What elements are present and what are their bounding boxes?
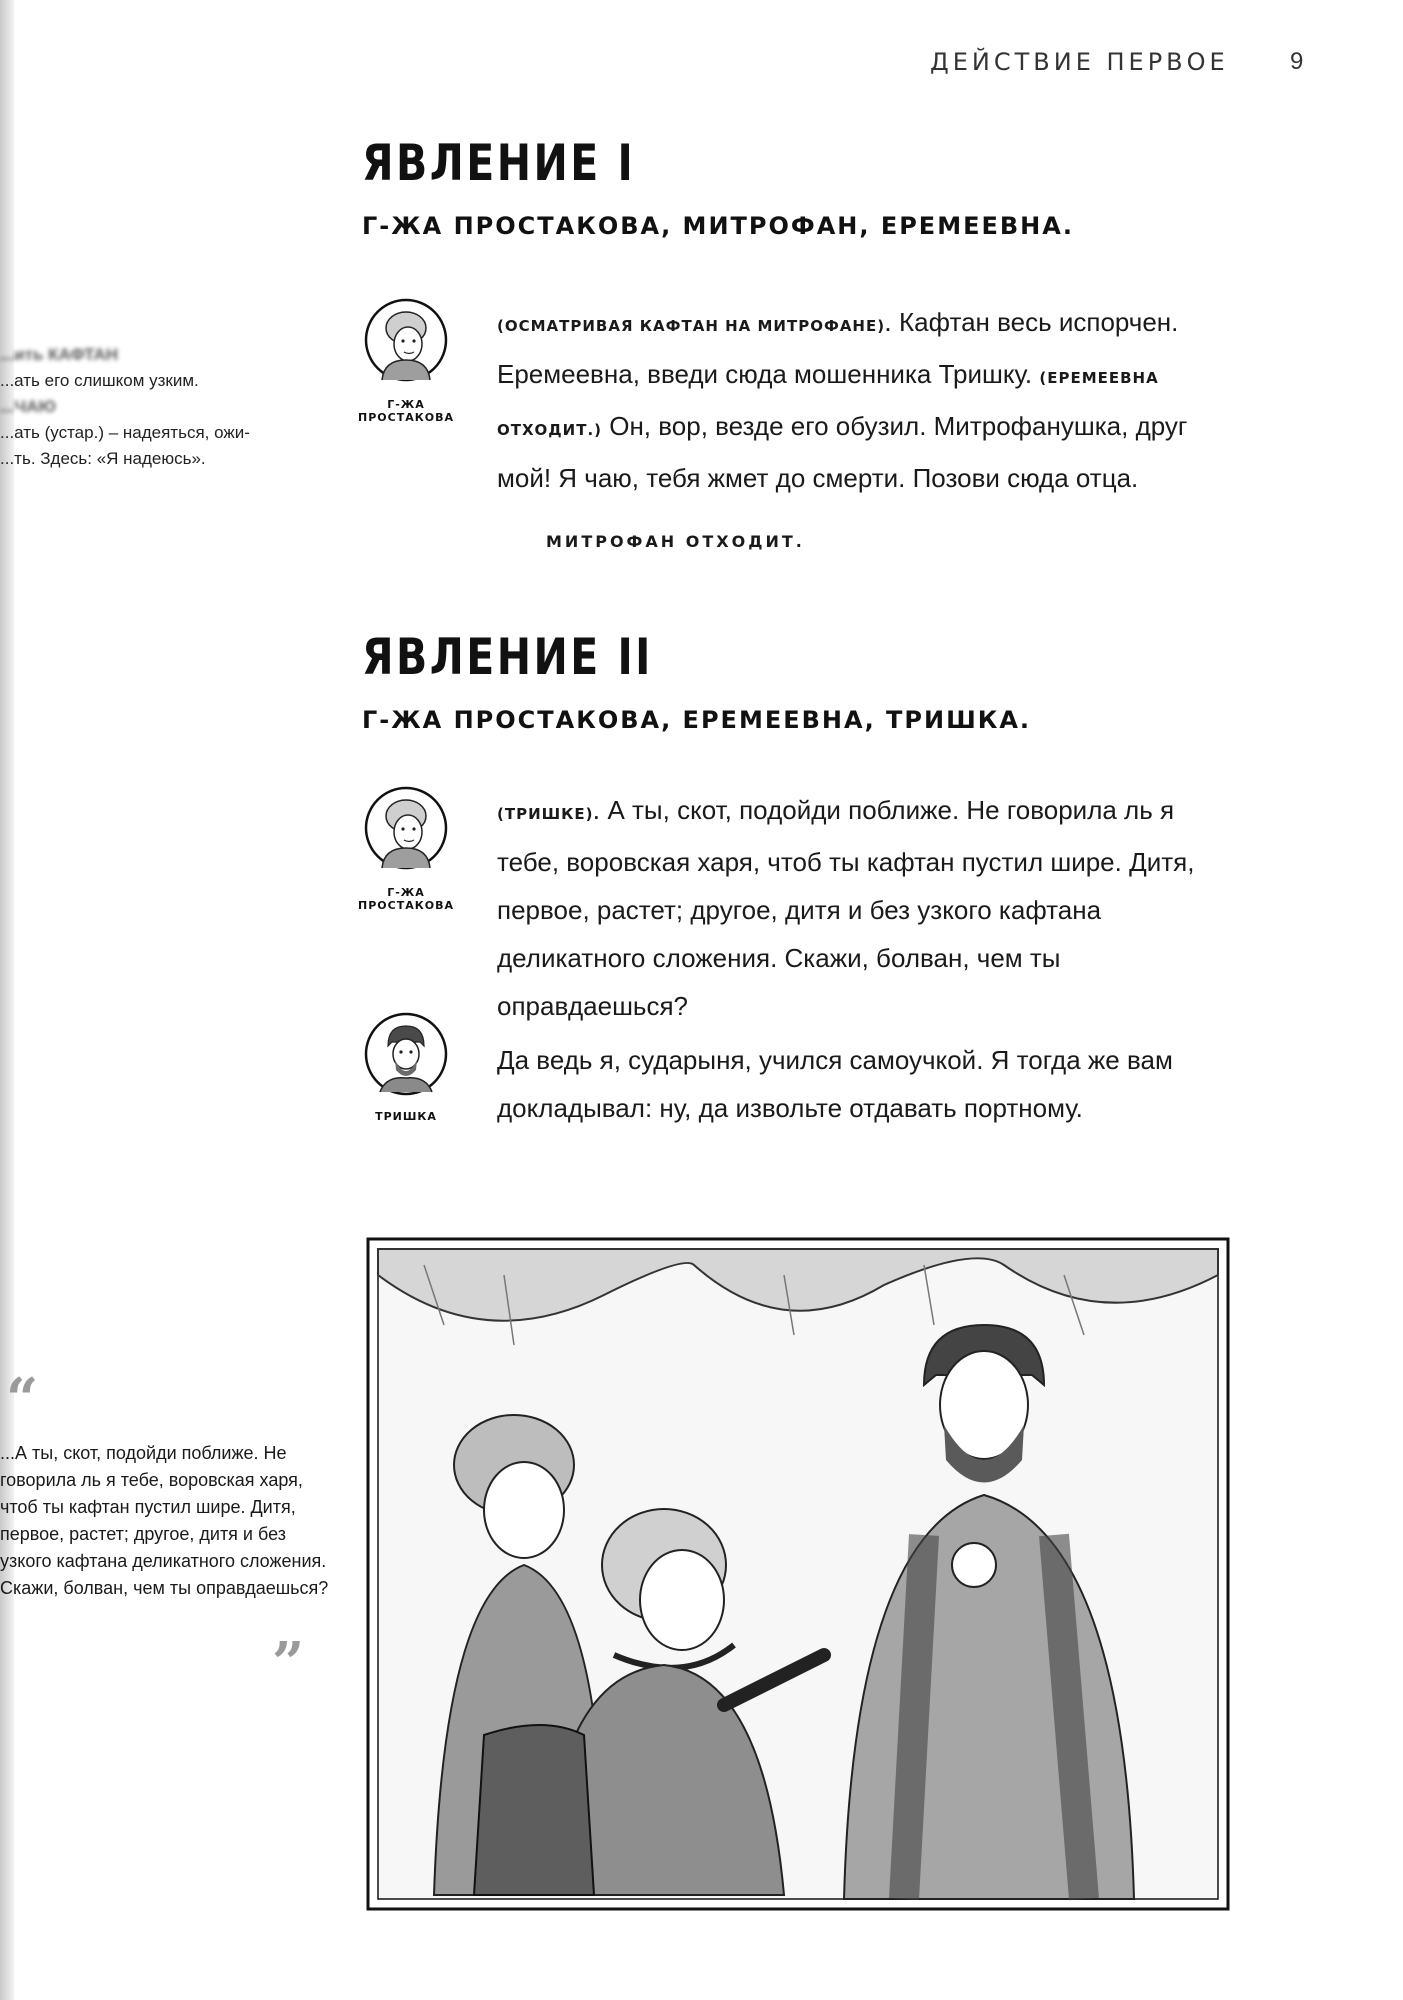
stage-direction: (ЕРЕМЕЕВНА ОТХОДИТ.) <box>497 369 1159 439</box>
stage-direction-exit: МИТРОФАН ОТХОДИТ. <box>546 532 805 551</box>
scene-cast: Г-ЖА ПРОСТАКОВА, ЕРЕМЕЕВНА, ТРИШКА. <box>362 706 1032 734</box>
margin-note <box>0 342 300 472</box>
margin-note-line: ...ть. Здесь: «Я надеюсь». <box>0 449 206 468</box>
stage-direction: (ОСМАТРИВАЯ КАФТАН НА МИТРОФАНЕ). <box>497 317 892 335</box>
margin-note-line: ...ать его слишком узким. <box>0 371 199 390</box>
speaker-name: Г-ЖА ПРОСТАКОВА <box>358 886 454 912</box>
speaker-name: ТРИШКА <box>375 1110 437 1123</box>
margin-note-line: ...ать (устар.) – надеяться, ожи- <box>0 423 250 442</box>
open-quote-mark: “ <box>6 1366 39 1432</box>
speaker-name: Г-ЖА ПРОСТАКОВА <box>358 398 454 424</box>
speech-prostakova-2 <box>497 786 1237 1030</box>
prostakova-portrait-icon <box>364 786 448 870</box>
speech-text: А ты, скот, подойди поближе. Не говорила ль я тебе, воровская харя, чтоб ты кафтан пустил шире. Дитя, первое, растет; другое, дитя и без узкого кафтана деликатного сложения. Скажи, болван, чем ты оправдаешься? <box>497 795 1195 1021</box>
trishka-portrait-icon <box>364 1012 448 1096</box>
scene-title: ЯВЛЕНИЕ II <box>362 628 653 686</box>
running-head: ДЕЙСТВИЕ ПЕРВОЕ <box>930 48 1229 76</box>
scene-illustration <box>364 1235 1232 1913</box>
stage-direction: (ТРИШКЕ). <box>497 805 601 823</box>
speech-text: Кафтан весь испорчен. Еремеевна, введи сюда мошенника Тришку. <box>497 307 1179 389</box>
page-gutter-shadow <box>0 0 14 2000</box>
close-quote-mark: ” <box>272 1630 305 1696</box>
speech-text: Да ведь я, сударыня, учился самоучкой. Я тогда же вам докладывал: ну, да извольте отдавать портному. <box>497 1045 1173 1123</box>
speech-prostakova-1 <box>497 298 1237 502</box>
pull-quote: ...А ты, скот, подойди поближе. Не говорила ль я тебе, воровская харя, чтоб ты кафтан пустил шире. Дитя, первое, растет; другое, дитя и без узкого кафтана деликатного сложения. Скажи, болван, чем ты оправдаешься? <box>0 1443 329 1598</box>
margin-note-term: ...ЧАЮ <box>0 397 56 416</box>
page-number: 9 <box>1290 48 1304 75</box>
speech-trishka <box>497 1036 1237 1132</box>
speech-text: Он, вор, везде его обузил. Митрофанушка, друг мой! Я чаю, тебя жмет до смерти. Позови сюда отца. <box>497 411 1188 493</box>
margin-note-head: ...ить КАФТАН <box>0 345 119 364</box>
scene-title: ЯВЛЕНИЕ I <box>362 134 636 192</box>
scene-cast: Г-ЖА ПРОСТАКОВА, МИТРОФАН, ЕРЕМЕЕВНА. <box>362 212 1074 240</box>
prostakova-portrait-icon <box>364 298 448 382</box>
